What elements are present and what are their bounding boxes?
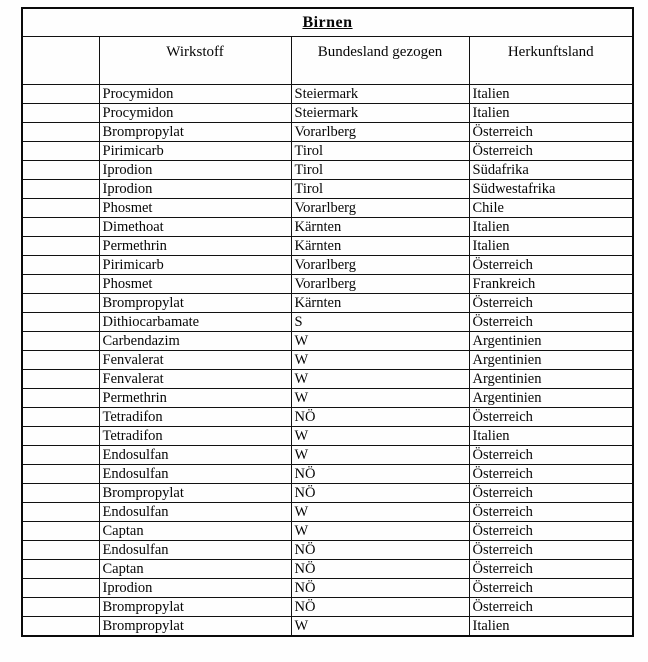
wirkstoff-cell: Brompropylat (99, 484, 291, 503)
table-row (22, 522, 633, 541)
bundesland-cell: Vorarlberg (291, 123, 469, 142)
herkunftsland-cell: Argentinien (469, 389, 633, 408)
bundesland-cell: NÖ (291, 598, 469, 617)
row-spacer-cell (22, 104, 99, 123)
table-row (22, 427, 633, 446)
table-row (22, 408, 633, 427)
bundesland-cell: W (291, 332, 469, 351)
row-spacer-cell (22, 256, 99, 275)
wirkstoff-cell: Phosmet (99, 275, 291, 294)
table-row (22, 313, 633, 332)
bundesland-cell: W (291, 503, 469, 522)
wirkstoff-cell: Dimethoat (99, 218, 291, 237)
herkunftsland-cell: Italien (469, 617, 633, 637)
wirkstoff-cell: Tetradifon (99, 408, 291, 427)
table-row (22, 85, 633, 104)
row-spacer-cell (22, 408, 99, 427)
wirkstoff-cell: Endosulfan (99, 465, 291, 484)
table-row (22, 484, 633, 503)
wirkstoff-cell: Tetradifon (99, 427, 291, 446)
bundesland-cell: NÖ (291, 465, 469, 484)
row-spacer-cell (22, 617, 99, 637)
herkunftsland-cell: Österreich (469, 313, 633, 332)
bundesland-cell: NÖ (291, 560, 469, 579)
herkunftsland-cell: Argentinien (469, 351, 633, 370)
row-spacer-cell (22, 142, 99, 161)
herkunftsland-cell: Argentinien (469, 370, 633, 389)
table-body (22, 85, 633, 637)
table-row (22, 123, 633, 142)
herkunftsland-cell: Italien (469, 427, 633, 446)
row-spacer-cell (22, 465, 99, 484)
table-row (22, 332, 633, 351)
bundesland-cell: W (291, 522, 469, 541)
wirkstoff-cell: Captan (99, 560, 291, 579)
herkunftsland-cell: Chile (469, 199, 633, 218)
wirkstoff-cell: Captan (99, 522, 291, 541)
bundesland-cell: W (291, 370, 469, 389)
bundesland-cell: Kärnten (291, 294, 469, 313)
title-cell (22, 8, 633, 37)
row-spacer-cell (22, 484, 99, 503)
wirkstoff-cell: Fenvalerat (99, 370, 291, 389)
wirkstoff-cell: Dithiocarbamate (99, 313, 291, 332)
table-row (22, 351, 633, 370)
bundesland-cell: W (291, 446, 469, 465)
wirkstoff-cell: Phosmet (99, 199, 291, 218)
bundesland-cell: W (291, 427, 469, 446)
wirkstoff-cell: Iprodion (99, 579, 291, 598)
table-row (22, 161, 633, 180)
row-spacer-cell (22, 598, 99, 617)
wirkstoff-cell: Fenvalerat (99, 351, 291, 370)
herkunftsland-cell: Italien (469, 237, 633, 256)
bundesland-cell: W (291, 351, 469, 370)
table-row (22, 180, 633, 199)
row-spacer-cell (22, 180, 99, 199)
wirkstoff-cell: Brompropylat (99, 123, 291, 142)
header-spacer-cell (22, 37, 99, 85)
row-spacer-cell (22, 503, 99, 522)
row-spacer-cell (22, 541, 99, 560)
row-spacer-cell (22, 427, 99, 446)
table-row (22, 294, 633, 313)
herkunftsland-cell: Italien (469, 85, 633, 104)
herkunftsland-cell: Österreich (469, 579, 633, 598)
row-spacer-cell (22, 199, 99, 218)
table-row (22, 370, 633, 389)
wirkstoff-cell: Endosulfan (99, 541, 291, 560)
row-spacer-cell (22, 275, 99, 294)
herkunftsland-cell: Argentinien (469, 332, 633, 351)
bundesland-cell: Vorarlberg (291, 256, 469, 275)
bundesland-cell: NÖ (291, 579, 469, 598)
wirkstoff-cell: Brompropylat (99, 294, 291, 313)
table-row (22, 579, 633, 598)
herkunftsland-cell: Österreich (469, 522, 633, 541)
herkunftsland-cell: Südwestafrika (469, 180, 633, 199)
table-row (22, 142, 633, 161)
herkunftsland-cell: Österreich (469, 560, 633, 579)
table-row (22, 465, 633, 484)
bundesland-cell: W (291, 389, 469, 408)
bundesland-cell: Kärnten (291, 237, 469, 256)
row-spacer-cell (22, 218, 99, 237)
table-row (22, 275, 633, 294)
title-row (22, 8, 633, 37)
wirkstoff-cell: Pirimicarb (99, 142, 291, 161)
herkunftsland-cell: Frankreich (469, 275, 633, 294)
row-spacer-cell (22, 560, 99, 579)
row-spacer-cell (22, 85, 99, 104)
row-spacer-cell (22, 389, 99, 408)
wirkstoff-cell: Brompropylat (99, 617, 291, 637)
page-title: Birnen (302, 13, 353, 31)
birnen-table (21, 7, 634, 637)
herkunftsland-cell: Italien (469, 104, 633, 123)
herkunftsland-cell: Österreich (469, 123, 633, 142)
wirkstoff-cell: Permethrin (99, 237, 291, 256)
table-row (22, 389, 633, 408)
wirkstoff-cell: Brompropylat (99, 598, 291, 617)
bundesland-cell: Tirol (291, 142, 469, 161)
herkunftsland-cell: Österreich (469, 446, 633, 465)
bundesland-cell: NÖ (291, 484, 469, 503)
wirkstoff-cell: Endosulfan (99, 503, 291, 522)
table-row (22, 541, 633, 560)
table-row (22, 256, 633, 275)
row-spacer-cell (22, 123, 99, 142)
herkunftsland-cell: Österreich (469, 294, 633, 313)
herkunftsland-cell: Österreich (469, 408, 633, 427)
herkunftsland-cell: Österreich (469, 256, 633, 275)
bundesland-cell: Steiermark (291, 85, 469, 104)
wirkstoff-cell: Procymidon (99, 104, 291, 123)
bundesland-cell: W (291, 617, 469, 637)
table-row (22, 446, 633, 465)
table-row (22, 598, 633, 617)
row-spacer-cell (22, 294, 99, 313)
header-row (22, 37, 633, 85)
table-row (22, 237, 633, 256)
wirkstoff-cell: Carbendazim (99, 332, 291, 351)
herkunftsland-cell: Österreich (469, 484, 633, 503)
table-row (22, 218, 633, 237)
bundesland-cell: Vorarlberg (291, 275, 469, 294)
row-spacer-cell (22, 313, 99, 332)
table-row (22, 199, 633, 218)
row-spacer-cell (22, 351, 99, 370)
row-spacer-cell (22, 579, 99, 598)
herkunftsland-cell: Österreich (469, 598, 633, 617)
herkunftsland-cell: Österreich (469, 541, 633, 560)
herkunftsland-cell: Österreich (469, 142, 633, 161)
bundesland-cell: Tirol (291, 180, 469, 199)
herkunftsland-cell: Österreich (469, 503, 633, 522)
row-spacer-cell (22, 522, 99, 541)
wirkstoff-cell: Permethrin (99, 389, 291, 408)
herkunftsland-cell: Österreich (469, 465, 633, 484)
bundesland-cell: Vorarlberg (291, 199, 469, 218)
table-row (22, 104, 633, 123)
bundesland-cell: S (291, 313, 469, 332)
wirkstoff-cell: Procymidon (99, 85, 291, 104)
bundesland-cell: Kärnten (291, 218, 469, 237)
wirkstoff-cell: Pirimicarb (99, 256, 291, 275)
herkunftsland-cell: Südafrika (469, 161, 633, 180)
row-spacer-cell (22, 370, 99, 389)
row-spacer-cell (22, 237, 99, 256)
row-spacer-cell (22, 161, 99, 180)
header-herkunftsland: Herkunftsland (469, 37, 633, 85)
herkunftsland-cell: Italien (469, 218, 633, 237)
bundesland-cell: Tirol (291, 161, 469, 180)
table-row (22, 560, 633, 579)
wirkstoff-cell: Iprodion (99, 161, 291, 180)
row-spacer-cell (22, 332, 99, 351)
bundesland-cell: NÖ (291, 408, 469, 427)
header-wirkstoff: Wirkstoff (99, 37, 291, 85)
row-spacer-cell (22, 446, 99, 465)
bundesland-cell: NÖ (291, 541, 469, 560)
header-bundesland: Bundesland gezogen (291, 37, 469, 85)
table-row (22, 617, 633, 637)
wirkstoff-cell: Endosulfan (99, 446, 291, 465)
bundesland-cell: Steiermark (291, 104, 469, 123)
table-row (22, 503, 633, 522)
wirkstoff-cell: Iprodion (99, 180, 291, 199)
